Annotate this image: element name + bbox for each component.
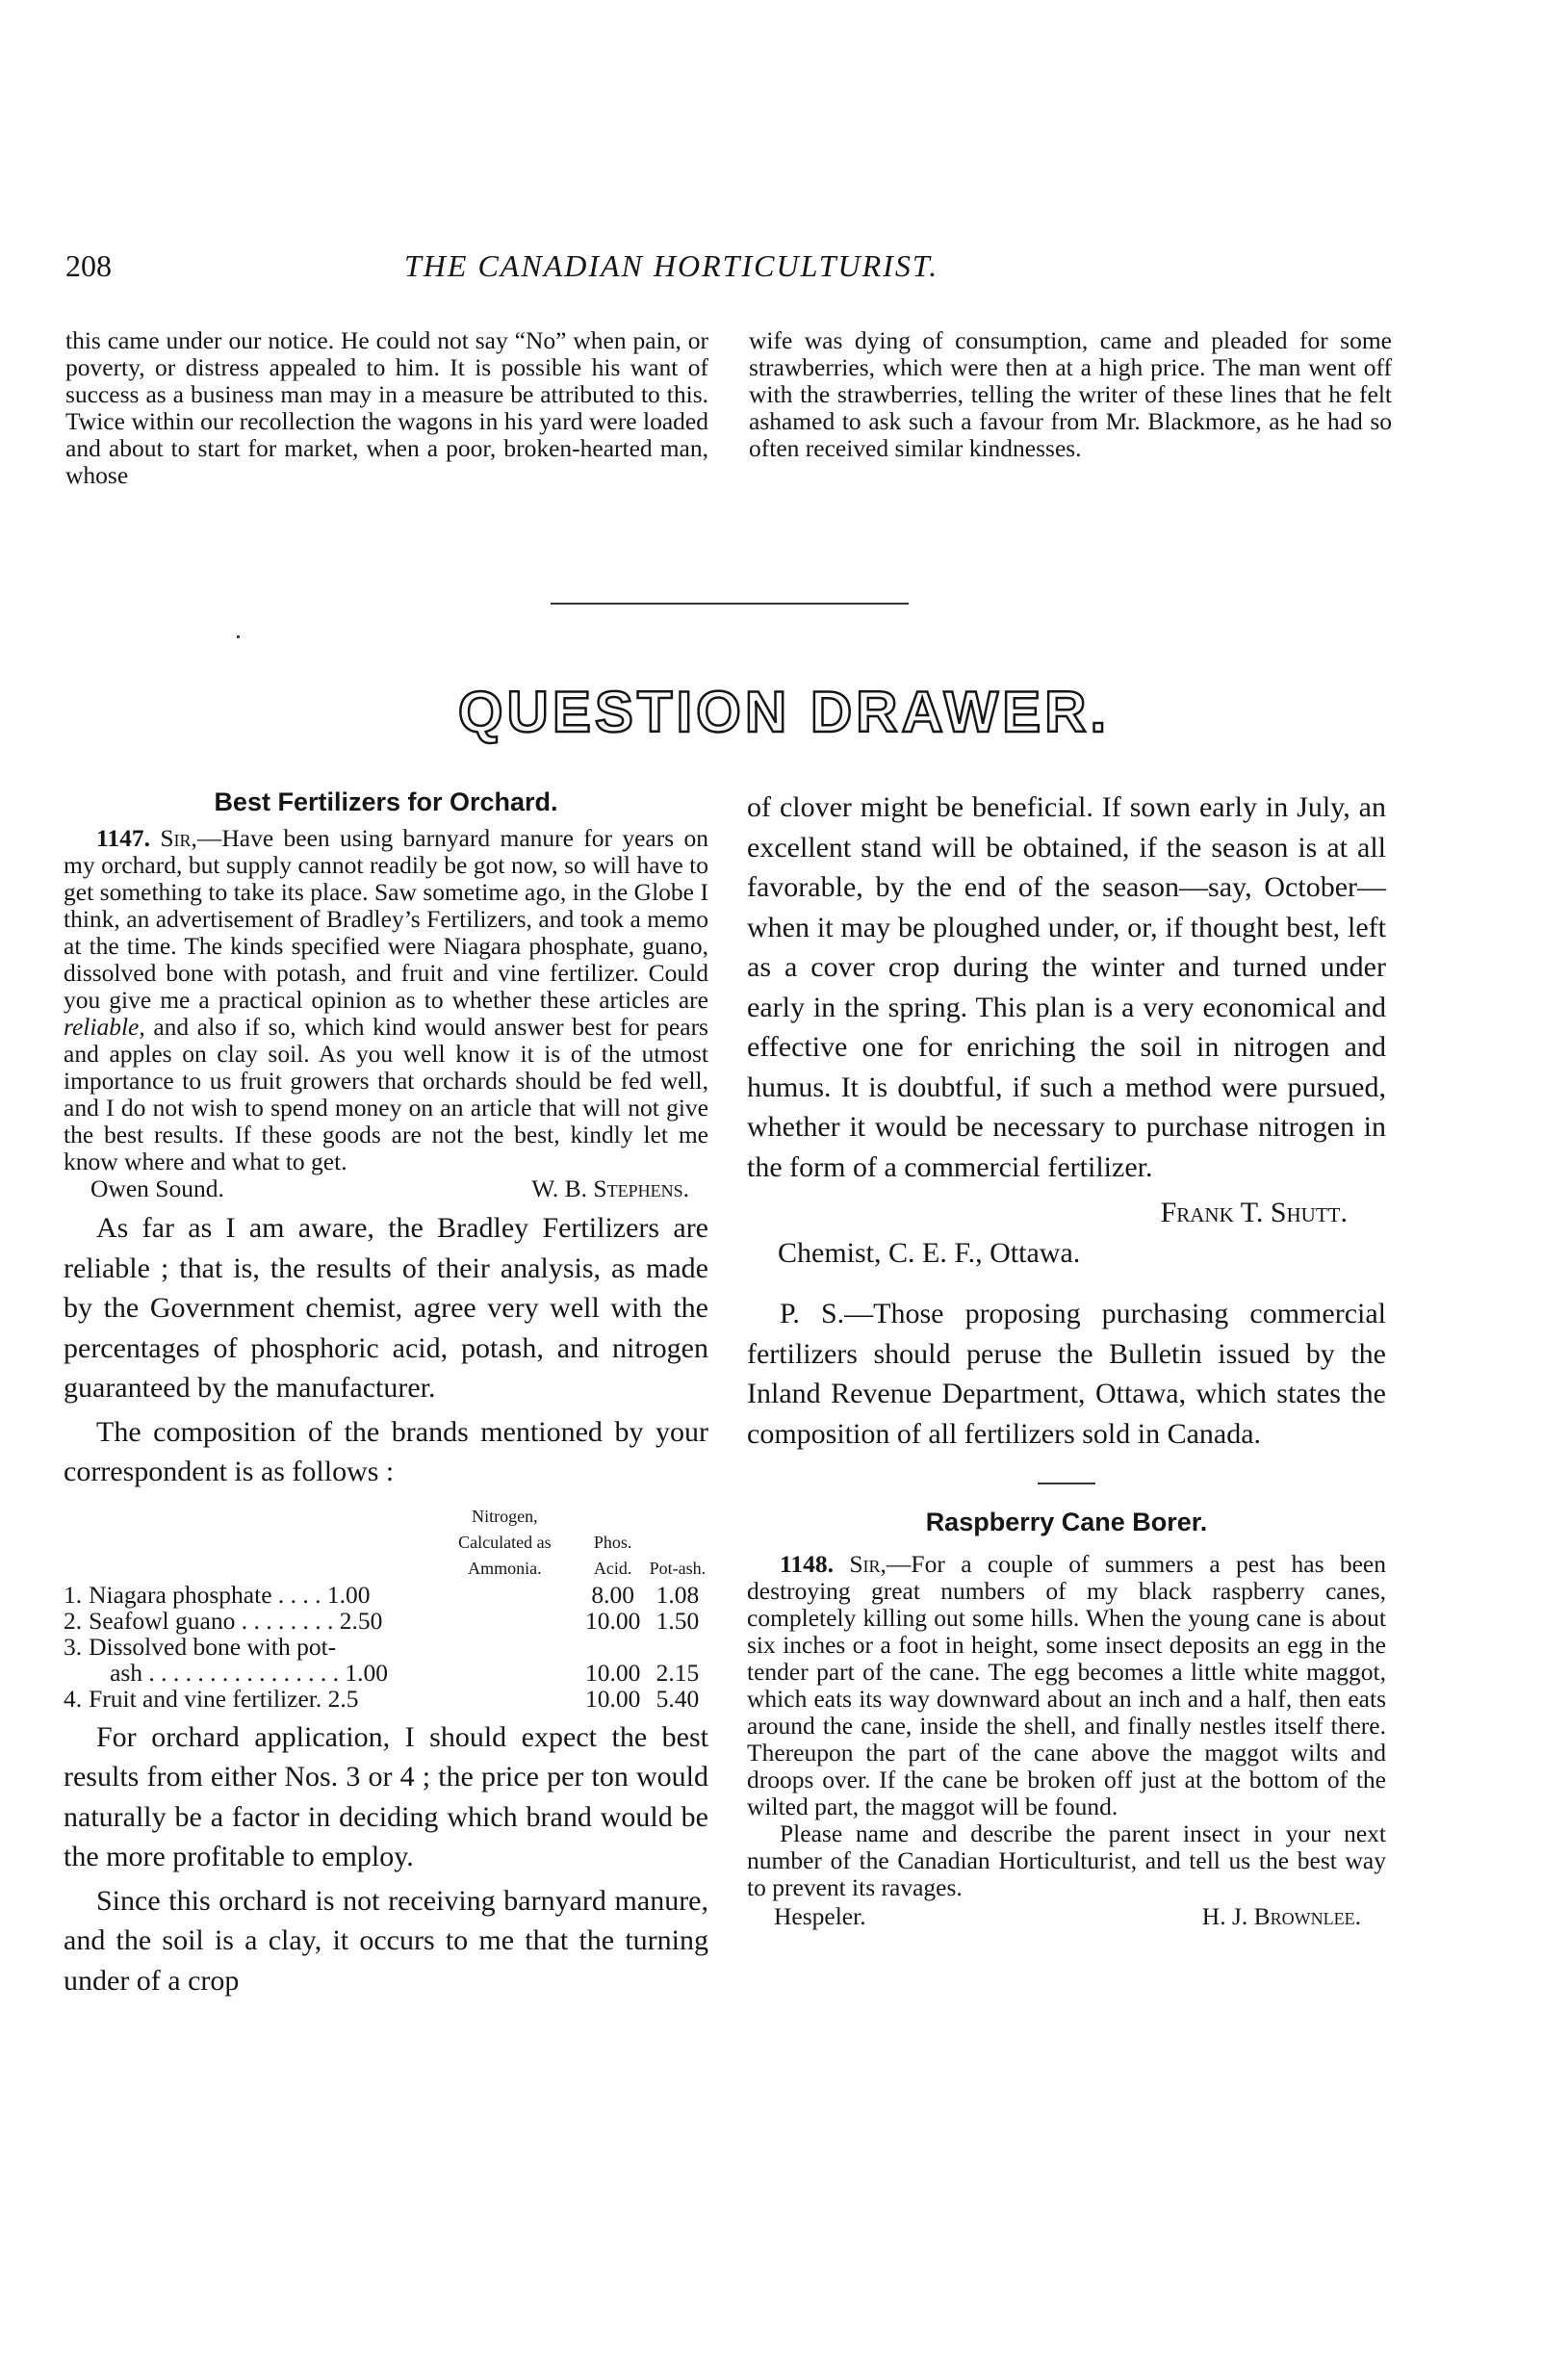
section-divider — [551, 603, 909, 605]
letter-text-2: Please name and describe the parent insect in your next number of the Canadian Horticulturist, and tell us the best way to prevent its ravages. — [747, 1818, 1386, 1901]
right-column — [747, 787, 1386, 1930]
row-potash — [645, 1634, 710, 1660]
page-number: 208 — [65, 248, 112, 283]
salutation: Sir, — [160, 824, 197, 852]
question-number: 1147. — [96, 824, 150, 852]
answer-paragraph-4: Since this orchard is not receiving barnyard manure, and the soil is a clay, it occurs to me that the turning under of a crop — [64, 1884, 708, 1997]
answer-paragraph-2: The composition of the brands mentioned by your correspondent is as follows : — [64, 1415, 708, 1487]
table-row — [64, 1608, 710, 1634]
table-row — [64, 1660, 710, 1686]
row-name: Seafowl guano . . . . . . . . 2.50 — [89, 1606, 383, 1635]
salutation: Sir, — [849, 1549, 887, 1578]
short-divider — [1038, 1483, 1095, 1484]
letter-text-cont: and also if so, which kind would answer best for pears and apples on clay soil. As you well know it is of the utmost importance to us fruit growers that orchards should be fed well, and I do not wish to spend money on an article that will not give the best results. If these goods are not the best, kindly let me know where and what to get. — [64, 1013, 708, 1175]
row-index: 2. — [64, 1606, 83, 1635]
answer-body — [64, 1208, 708, 1492]
letter-text: —For a couple of summers a pest has been destroying great numbers of my black raspberry canes, completely killing out some hills. When the young cane is about six inches or a foot in height, some insect deposits an egg in the tender part of the cane. The egg becomes a little white maggot, which eats its way downward about an inch and a half, then eats around the cane, inside the shell, and finally nestles itself there. Thereupon the part of the cane above the maggot wilts and droops over. If the cane be broken off just at the bottom of the wilted part, the maggot will be found. — [747, 1549, 1387, 1820]
row-index: 1. — [64, 1580, 83, 1609]
answer-body-2 — [64, 1717, 708, 2001]
top-right-column — [749, 327, 1392, 462]
table-header-row — [64, 1504, 710, 1582]
left-column — [64, 787, 708, 2000]
row-potash: 1.50 — [655, 1606, 700, 1635]
row-phos — [581, 1634, 645, 1660]
borer-letter — [747, 1551, 1386, 1930]
letter-text: —Have been using barnyard manure for years on my orchard, but supply cannot readily be got now, so will have to get something to take its place. Saw sometime ago, in the Globe I think, an advertisement of Bradley’s Fertilizers, and took a memo at the time. The kinds specified were Niagara phosphate, guano, dissolved bone with potash, and fruit and vine fertilizer. Could you give me a practical opinion as to whether these articles are — [64, 824, 708, 1014]
postscript: P. S.—Those proposing purchasing commercial fertilizers should peruse the Bulletin issued by the Inland Revenue Department, Ottawa, which states the composition of all fertilizers sold in Canada. — [747, 1298, 1386, 1450]
table-row — [64, 1686, 710, 1712]
row-potash: 1.08 — [655, 1580, 700, 1609]
letter-place: Owen Sound. — [90, 1174, 224, 1202]
row-phos: 10.00 — [584, 1658, 641, 1687]
borer-heading: Raspberry Cane Borer. — [925, 1507, 1208, 1536]
letter-place: Hespeler. — [774, 1901, 866, 1930]
letter-signature: H. J. Brownlee. — [1201, 1901, 1361, 1930]
table-row — [64, 1582, 710, 1608]
row-potash: 5.40 — [655, 1684, 700, 1713]
answer-signature: Frank T. Shutt. — [1160, 1197, 1348, 1228]
row-index: 4. — [64, 1684, 83, 1713]
emphasized-word: reliable, — [64, 1013, 145, 1041]
fertilizers-letter — [64, 825, 708, 1202]
table-row — [64, 1634, 710, 1660]
running-title: THE CANADIAN HORTICULTURIST. — [404, 248, 939, 283]
answer-continued — [747, 787, 1386, 1454]
row-name: Fruit and vine fertilizer. 2.5 — [89, 1684, 359, 1713]
letter-signature: W. B. Stephens. — [531, 1174, 689, 1202]
row-phos: 10.00 — [584, 1606, 641, 1635]
row-phos: 10.00 — [584, 1684, 641, 1713]
fertilizers-heading: Best Fertilizers for Orchard. — [214, 787, 558, 816]
row-phos: 8.00 — [591, 1580, 634, 1609]
answer-continued-paragraph: of clover might be beneficial. If sown early in July, an excellent stand will be obtained, if the season is at all favorable, by the end of the season—say, October—when it may be ploughed under, or, if thought best, left as a cover crop during the winter and turned under early in the spring. This plan is a very economical and effective one for enriching the soil in nitrogen and humus. It is doubtful, if such a method were pursued, whether it would be necessary to purchase nitrogen in the form of a commercial fertilizer. — [747, 791, 1386, 1183]
row-index — [64, 1660, 89, 1686]
row-name: ash . . . . . . . . . . . . . . . . 1.00 — [110, 1658, 389, 1687]
section-title: QUESTION DRAWER. — [457, 680, 1111, 744]
answer-paragraph-3: For orchard application, I should expect the best results from either Nos. 3 or 4 ; the price per ton would naturally be a factor in deciding which brand would be the more profitable to employ. — [64, 1720, 708, 1872]
continued-paragraph-left: this came under our notice. He could not say “No” when pain, or poverty, or distress appealed to him. It is possible his want of success as a business man may in a measure be attributed to this. Twice within our recollection the wagons in his yard were loaded and about to start for market, when a poor, broken-hearted man, whose — [65, 326, 708, 489]
continued-paragraph-right: wife was dying of consumption, came and pleaded for some strawberries, which were then at a high price. The man went off with the strawberries, telling the writer of these lines that he felt ashamed to ask such a favour from Mr. Blackmore, as he had so often received similar kindnesses. — [749, 326, 1392, 462]
row-name: Dissolved bone with pot- — [89, 1632, 337, 1661]
letter-signature-line — [64, 1175, 708, 1202]
row-name: Niagara phosphate . . . . 1.00 — [89, 1580, 371, 1609]
col-header-phos: Phos. Acid. — [593, 1532, 632, 1578]
row-potash: 2.15 — [655, 1658, 700, 1687]
composition-table — [64, 1504, 710, 1712]
question-number: 1148. — [780, 1549, 834, 1578]
row-index: 3. — [64, 1632, 83, 1661]
speck-mark — [237, 635, 240, 638]
borer-signature-line — [747, 1903, 1386, 1930]
answer-paragraph-1: As far as I am aware, the Bradley Fertilizers are reliable ; that is, the results of their analysis, as made by the Government chemist, agree very well with the percentages of phosphoric acid, potash, and nitrogen guaranteed by the manufacturer. — [64, 1212, 708, 1404]
col-header-potash: Pot-ash. — [649, 1558, 707, 1578]
col-header-nitrogen: Nitrogen, Calculated as Ammonia. — [458, 1506, 552, 1578]
top-left-column — [65, 327, 708, 489]
answer-affiliation: Chemist, C. E. F., Ottawa. — [778, 1236, 1081, 1269]
